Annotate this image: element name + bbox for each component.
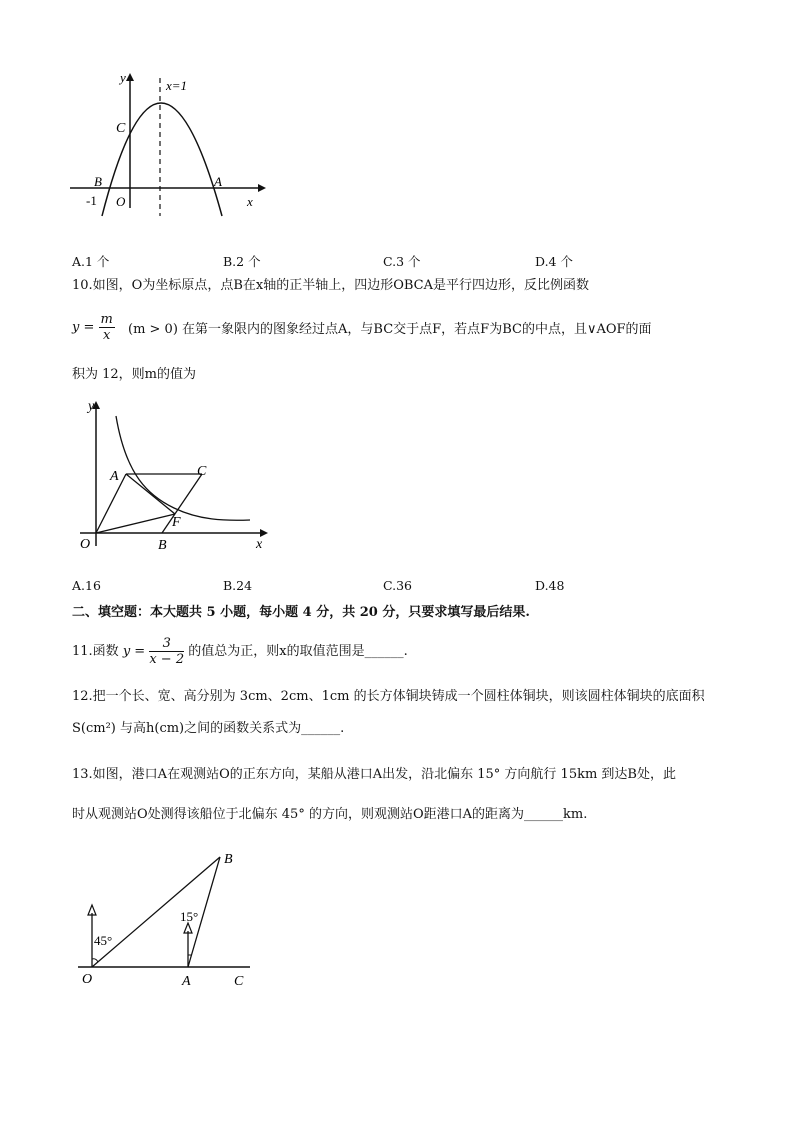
q10-func-num: m	[100, 312, 113, 327]
q13-line2: 时从观测站O处测得该船位于北偏东 45° 的方向，则观测站O距港口A的距离为______km.	[72, 807, 588, 822]
origin-label: O	[116, 194, 126, 209]
point-c-label: C	[197, 464, 207, 479]
q9-option-d: D.4 个	[535, 254, 573, 269]
angle-15-label: 15°	[180, 909, 199, 924]
segment-af	[126, 474, 175, 514]
segment-ob	[92, 857, 220, 967]
point-o-label: O	[82, 972, 93, 987]
x-label: x	[247, 194, 253, 209]
x-axis-arrow-icon	[258, 184, 266, 192]
point-b-label: B	[94, 174, 102, 189]
q10-option-b: B.24	[223, 578, 253, 593]
x-axis-arrow-icon	[260, 529, 268, 537]
q12-line1: 12.把一个长、宽、高分别为 3cm、2cm、1cm 的长方体铜块铸成一个圆柱体铜块，则该圆柱体铜块的底面积	[72, 689, 705, 704]
q9-option-b: B.2 个	[223, 254, 261, 269]
q10-line1: 10.如图，O为坐标原点，点B在x轴的正半轴上，四边形OBCA是平行四边形，反比例函数	[72, 278, 590, 293]
point-a-label: A	[182, 974, 191, 989]
segment-cb	[162, 474, 202, 533]
q11-suffix: 的值总为正，则x的取值范围是______.	[188, 644, 408, 659]
q11-prefix: 11.函数	[72, 644, 119, 659]
figure-parabola	[62, 68, 272, 218]
q13-line1: 13.如图，港口A在观测站O的正东方向，某船从港口A出发，沿北偏东 15° 方向航行 15km 到达B处，此	[72, 767, 676, 782]
hyperbola-curve	[116, 416, 250, 520]
y-axis-arrow-icon	[126, 73, 134, 81]
q10-formula	[72, 312, 115, 343]
q11-fraction	[149, 636, 184, 667]
point-a-label: A	[214, 174, 222, 189]
point-b-label: B	[224, 852, 233, 867]
q10-option-c: C.36	[383, 578, 412, 593]
q12-line2: S(cm²) 与高h(cm)之间的函数关系式为______.	[72, 721, 345, 736]
point-c-label: C	[234, 974, 244, 989]
point-c-label: C	[116, 121, 126, 136]
q11-func-lhs: y =	[122, 644, 146, 659]
neg-one-label: -1	[86, 193, 97, 208]
figure-inverse-function	[74, 396, 274, 556]
y-label: y	[88, 399, 95, 414]
q10-func-lhs: y =	[72, 320, 95, 335]
y-label: y	[120, 70, 126, 85]
q11	[72, 636, 408, 667]
q10-fraction	[99, 312, 115, 343]
point-f-label: F	[172, 515, 181, 530]
q9-option-c: C.3 个	[383, 254, 421, 269]
origin-label: O	[80, 537, 91, 552]
x-label: x	[256, 537, 263, 552]
q11-func-num: 3	[149, 636, 184, 652]
q10-func-den: x	[103, 328, 111, 343]
angle-45-label: 45°	[94, 933, 113, 948]
q10-line2: (m > 0) 在第一象限内的图象经过点A，与BC交于点F，若点F为BC的中点，且∨AOF的面	[128, 322, 652, 337]
q10-option-d: D.48	[535, 578, 565, 593]
figure-bearing	[74, 845, 264, 995]
point-a-label: A	[110, 469, 119, 484]
angle-arc-45	[92, 959, 98, 962]
symmetry-label: x=1	[166, 78, 188, 93]
q10-line3: 积为 12，则m的值为	[72, 367, 197, 382]
q11-func-den: x − 2	[149, 652, 185, 667]
section-heading: 二、填空题：本大题共 5 小题，每小题 4 分，共 20 分，只要求填写最后结果.	[72, 605, 530, 620]
q10-option-a: A.16	[72, 578, 101, 593]
point-b-label: B	[158, 538, 167, 553]
q9-option-a: A.1 个	[72, 254, 110, 269]
